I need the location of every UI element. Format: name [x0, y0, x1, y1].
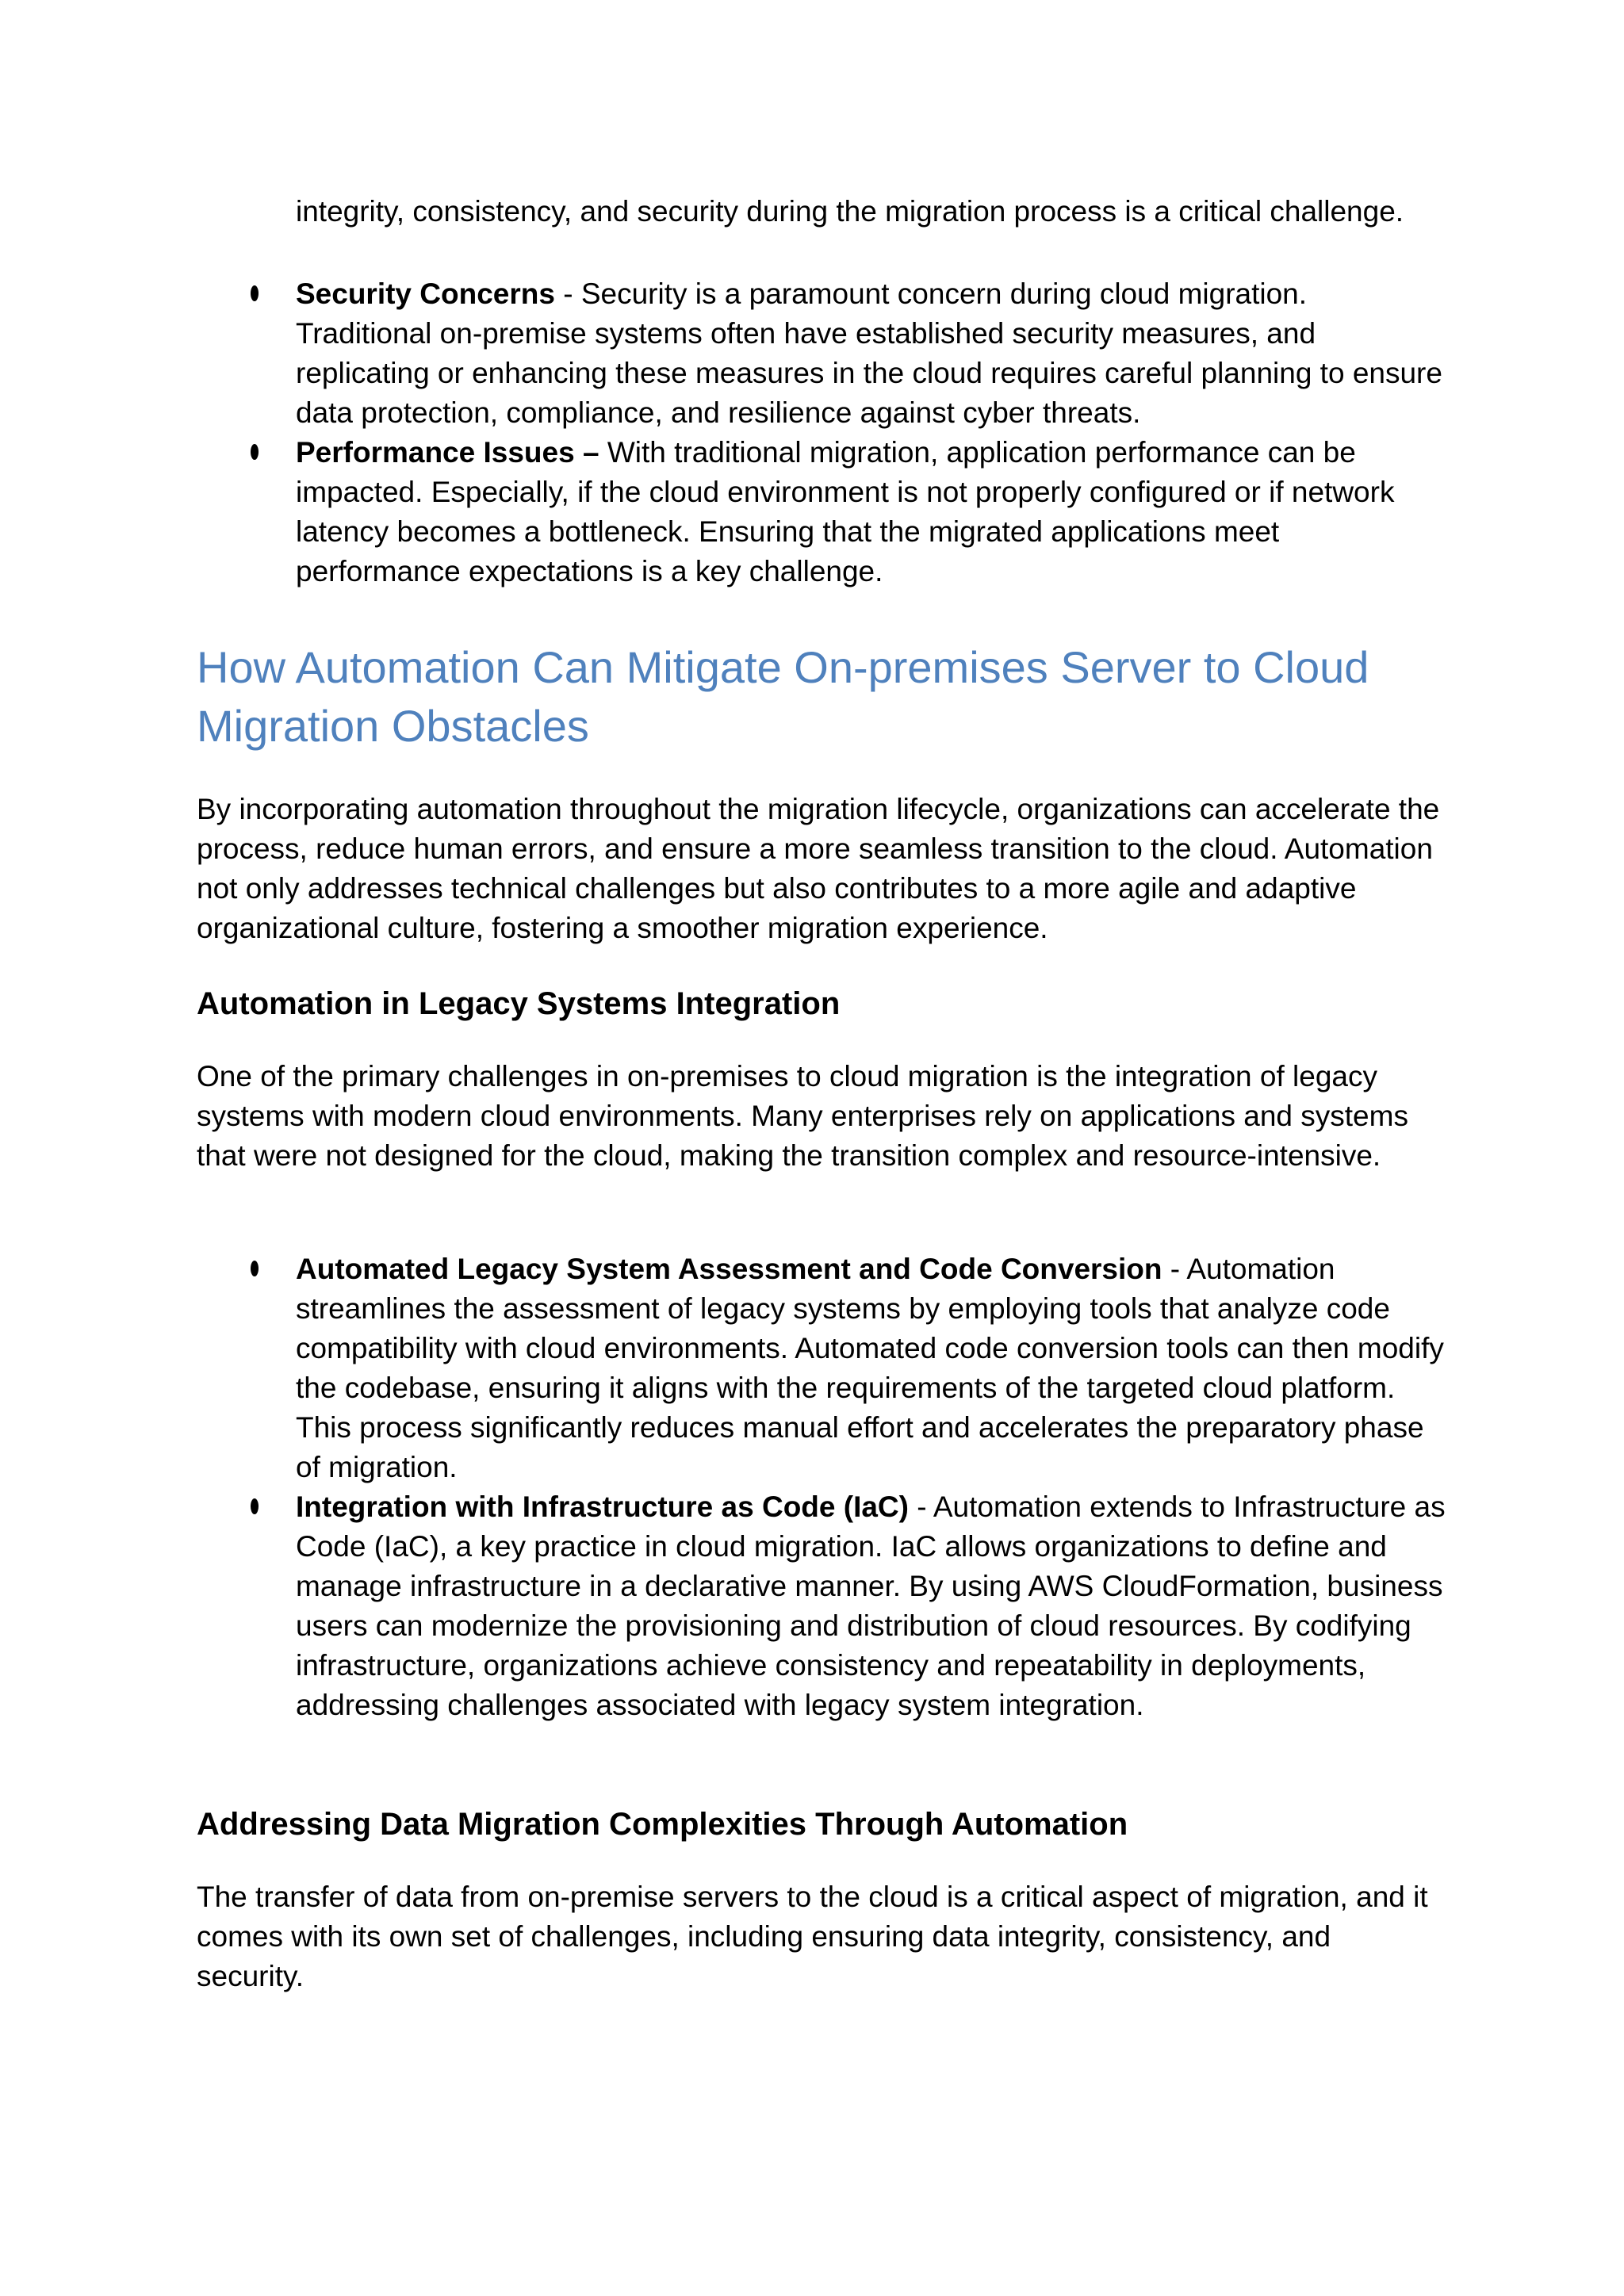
- bullet-icon: [251, 1498, 259, 1514]
- section-intro: By incorporating automation throughout the migration lifecycle, organizations can accelerate the process, reduce human errors, and ensure a more seamless transition to the cloud. Automation not only addresses technical challenges but also contributes to a more agile and adaptive organizational culture, fostering a smoother migration experience.: [197, 793, 1440, 944]
- list-item-title: Security Concerns: [296, 277, 555, 310]
- legacy-intro: One of the primary challenges in on-premises to cloud migration is the integration of legacy systems with modern cloud environments. Many enterprises rely on applications and systems that were not designed for the cloud, making the transition complex and resource-intensive.: [197, 1060, 1408, 1172]
- legacy-heading: Automation in Legacy Systems Integration: [197, 986, 841, 1021]
- bullet-icon: [251, 444, 259, 460]
- list-item-title: Integration with Infrastructure as Code (IaC): [296, 1490, 909, 1523]
- list-item-text: - Automation extends to Infrastructure as Code (IaC), a key practice in cloud migration. IaC allows organizations to define and manage infrastructure in a declarative manner. By using AWS CloudFormation, business users can modernize the provisioning and distribution of cloud resources. By codifying infrastructure, organizations achieve consistency and repeatability in deployments, addressing challenges associated with legacy system integration.: [296, 1490, 1446, 1721]
- section-heading: How Automation Can Mitigate On-premises Server to Cloud Migration Obstacles: [197, 642, 1369, 751]
- list-item: [296, 1487, 1446, 1725]
- list-item: [296, 433, 1446, 591]
- list-item-text: With traditional migration, application performance can be impacted. Especially, if the cloud environment is not properly configured or if network latency becomes a bottleneck. Ensuring that the migrated applications meet performance expectations is a key challenge.: [296, 436, 1395, 587]
- list-item: [296, 1249, 1446, 1487]
- legacy-list: [296, 1249, 1446, 1725]
- list-item-text: - Security is a paramount concern during cloud migration. Traditional on-premise systems often have established security measures, and replicating or enhancing these measures in the cloud requires careful planning to ensure data protection, compliance, and resilience against cyber threats.: [296, 277, 1442, 429]
- bullet-icon: [251, 1261, 259, 1276]
- challenges-list: [296, 274, 1446, 591]
- data-migration-intro: The transfer of data from on-premise servers to the cloud is a critical aspect of migration, and it comes with its own set of challenges, including ensuring data integrity, consistency, and security.: [197, 1881, 1428, 1992]
- list-item: [296, 274, 1446, 433]
- list-item-title: Automated Legacy System Assessment and Code Conversion: [296, 1253, 1162, 1285]
- continuation-text: integrity, consistency, and security during the migration process is a critical challenge.: [296, 195, 1404, 228]
- list-item-text: - Automation streamlines the assessment of legacy systems by employing tools that analyze code compatibility with cloud environments. Automated code conversion tools can then modify the codebase, ensuring it aligns with the requirements of the targeted cloud platform. This process significantly reduces manual effort and accelerates the preparatory phase of migration.: [296, 1253, 1444, 1483]
- bullet-icon: [251, 285, 259, 301]
- list-item-title: Performance Issues –: [296, 436, 599, 469]
- data-migration-heading: Addressing Data Migration Complexities Through Automation: [197, 1807, 1128, 1842]
